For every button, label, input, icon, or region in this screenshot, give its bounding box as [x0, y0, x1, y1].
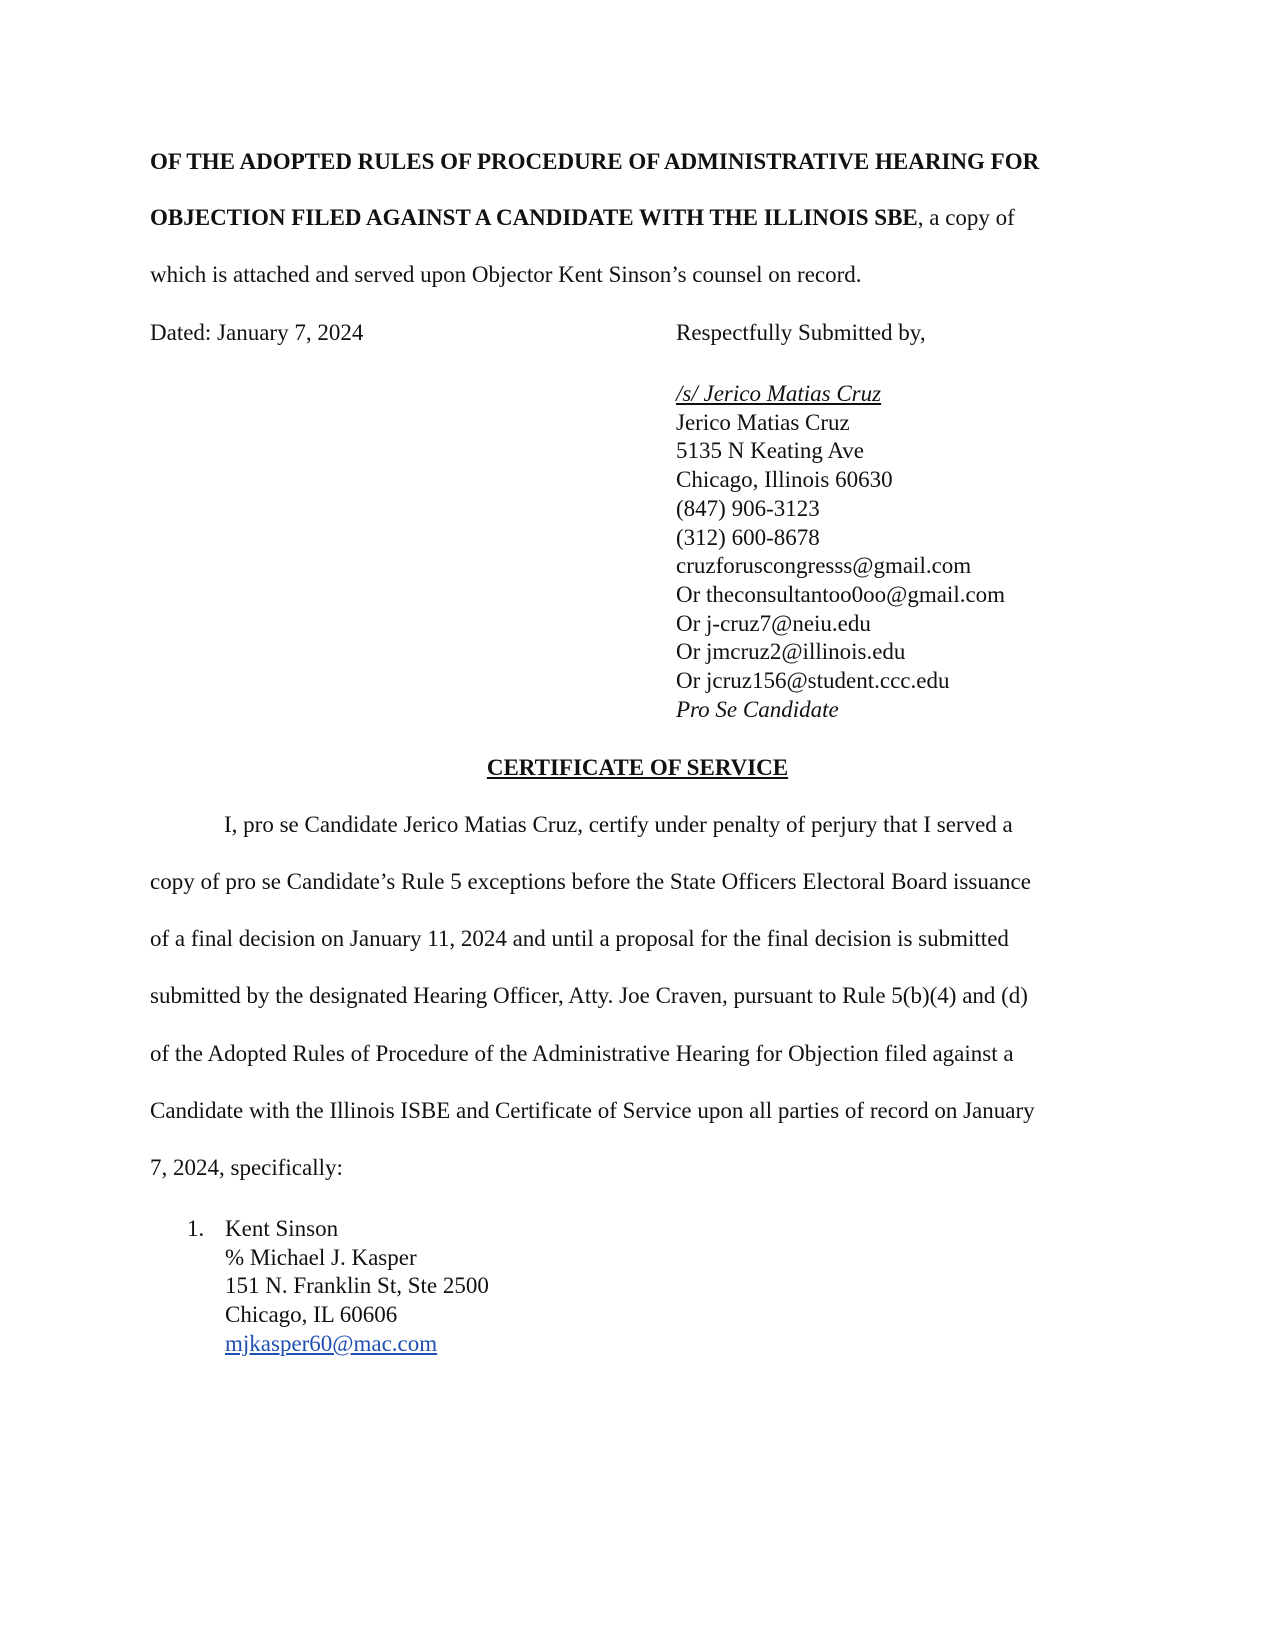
signer-city: Chicago, Illinois 60630: [676, 467, 893, 493]
intro-line-2-rest: , a copy of: [917, 205, 1015, 230]
certificate-line-6: Candidate with the Illinois ISBE and Certificate of Service upon all parties of record on January: [150, 1098, 1035, 1123]
signature-block: [676, 380, 1005, 724]
certificate-line-7: 7, 2024, specifically:: [150, 1155, 343, 1180]
signer-name: Jerico Matias Cruz: [676, 409, 850, 435]
intro-line-2: [150, 203, 1015, 233]
signer-phone-2: (312) 600-8678: [676, 524, 820, 550]
signer-email-2: Or theconsultantoo0oo@gmail.com: [676, 581, 1006, 607]
certificate-line-2: copy of pro se Candidate’s Rule 5 exceptions before the State Officers Electoral Board issuance: [150, 869, 1031, 894]
certificate-line-3: of a final decision on January 11, 2024 and until a proposal for the final decision is submitted: [150, 926, 1009, 951]
service-item-address: [225, 1215, 489, 1359]
certificate-heading: CERTIFICATE OF SERVICE: [486, 755, 789, 780]
certificate-line-5: of the Adopted Rules of Procedure of the Administrative Hearing for Objection filed against a: [150, 1041, 1014, 1066]
service-care-of: % Michael J. Kasper: [225, 1244, 417, 1270]
signer-email-3: Or j-cruz7@neiu.edu: [676, 610, 871, 636]
intro-line-1: OF THE ADOPTED RULES OF PROCEDURE OF ADMINISTRATIVE HEARING FOR: [150, 149, 1040, 174]
submitted-by-label: Respectfully Submitted by,: [676, 320, 926, 345]
certificate-line-1: I, pro se Candidate Jerico Matias Cruz, certify under penalty of perjury that I served a: [224, 812, 1013, 837]
service-item-number: 1.: [187, 1216, 205, 1241]
signer-email-1: cruzforuscongresss@gmail.com: [676, 553, 972, 579]
service-party-name: Kent Sinson: [225, 1216, 339, 1241]
service-city: Chicago, IL 60606: [225, 1302, 398, 1328]
intro-line-2-bold: OBJECTION FILED AGAINST A CANDIDATE WITH THE ILLINOIS SBE: [150, 205, 918, 230]
electronic-signature: /s/ Jerico Matias Cruz: [676, 381, 882, 406]
signer-email-4: Or jmcruz2@illinois.edu: [676, 639, 906, 665]
service-street: 151 N. Franklin St, Ste 2500: [225, 1273, 489, 1299]
signer-phone-1: (847) 906-3123: [676, 495, 820, 521]
dated-label: Dated: January 7, 2024: [150, 320, 364, 345]
service-email-link[interactable]: mjkasper60@mac.com: [225, 1330, 438, 1356]
intro-line-3: which is attached and served upon Objector Kent Sinson’s counsel on record.: [150, 262, 862, 287]
certificate-line-4: submitted by the designated Hearing Officer, Atty. Joe Craven, pursuant to Rule 5(b)(4) and (d): [150, 983, 1028, 1008]
signer-street: 5135 N Keating Ave: [676, 438, 865, 464]
signer-role: Pro Se Candidate: [676, 696, 839, 722]
signer-email-5: Or jcruz156@student.ccc.edu: [676, 668, 950, 694]
